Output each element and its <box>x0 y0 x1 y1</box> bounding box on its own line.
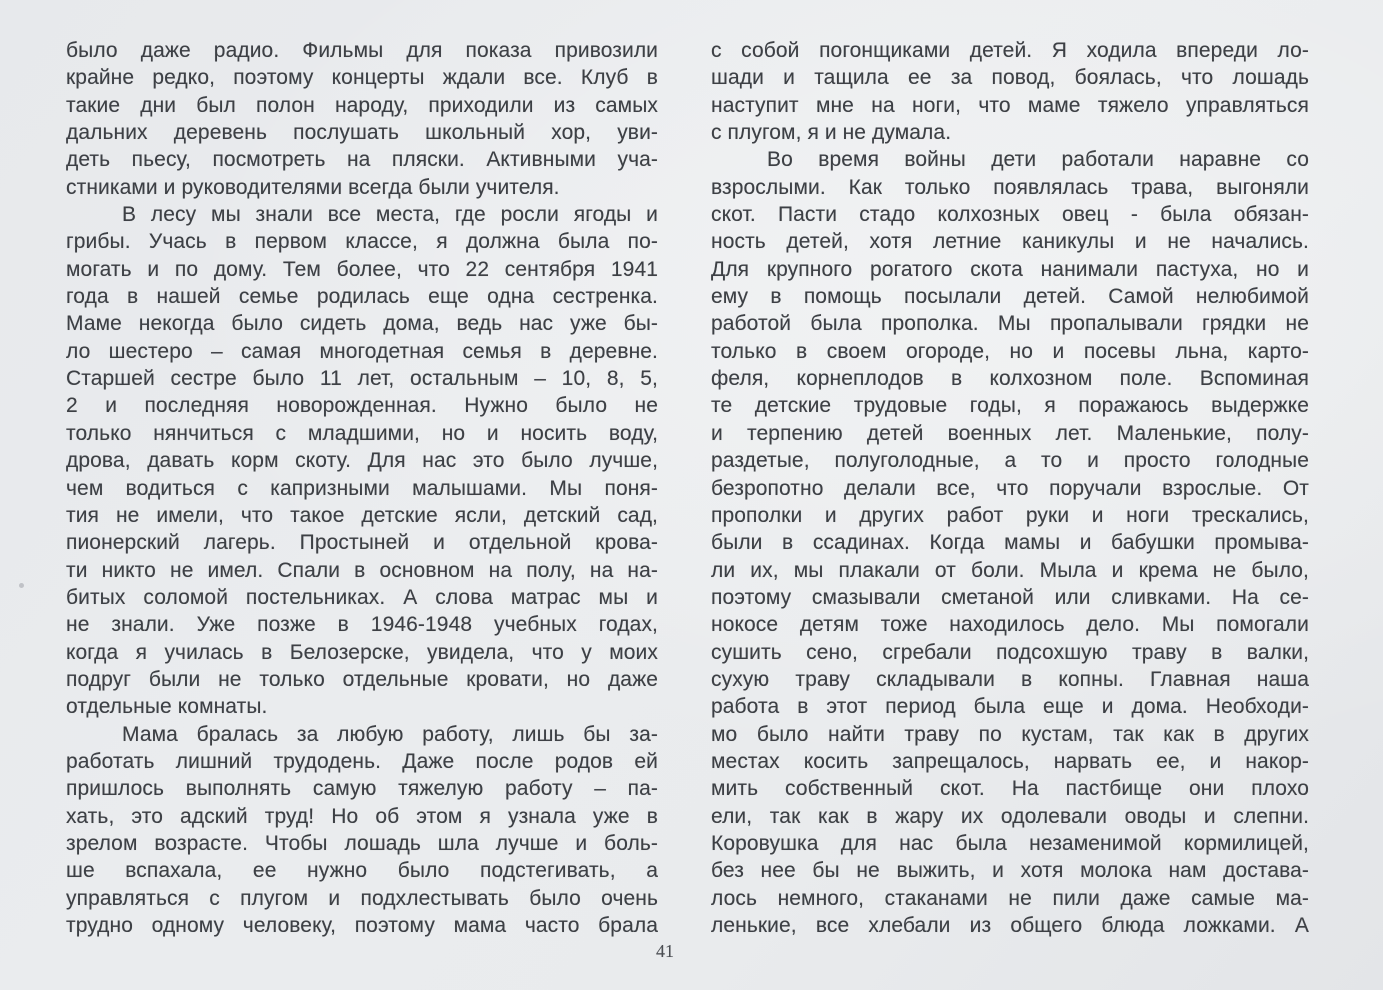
text-line: Коровушка для нас была незаменимой кормилицей, <box>711 831 1309 855</box>
text-line: стниками и руководителями всегда были учителя. <box>66 175 560 199</box>
text-line: ленькие, все хлебали из общего блюда ложками. А <box>711 914 1309 937</box>
text-line: с собой погонщиками детей. Я ходила впереди ло- <box>711 39 1309 62</box>
text-column-left <box>66 37 658 939</box>
text-line: было даже радио. Фильмы для показа привозили <box>66 39 658 62</box>
text-line: феля, корнеплодов в колхозном поле. Вспоминая <box>711 367 1309 391</box>
text-line: работой была прополка. Мы пропалывали грядки не <box>711 312 1309 336</box>
text-line: только нянчиться с младшими, но и носить воду, <box>66 421 658 445</box>
text-line: мо было найти траву по кустам, так как в других <box>711 722 1309 746</box>
text-line: года в нашей семье родилась еще одна сестренка. <box>66 285 658 309</box>
text-line: грибы. Учась в первом классе, я должна была по- <box>66 230 658 254</box>
text-line: Старшей сестре было 11 лет, остальным – 10, 8, 5, <box>66 367 658 391</box>
text-line: скот. Пасти стадо колхозных овец - была обязан- <box>711 203 1309 227</box>
text-line: прополки и других работ руки и ноги трескались, <box>711 503 1309 527</box>
text-line: сушить сено, сгребали подсохшую траву в валки, <box>711 640 1309 664</box>
text-line: деть пьесу, посмотреть на пляски. Активными уча- <box>66 148 658 172</box>
text-line: не знали. Уже позже в 1946-1948 учебных годах, <box>66 613 658 637</box>
text-line: нокосе детям тоже находилось дело. Мы помогали <box>711 613 1309 637</box>
text-line: хать, это адский труд! Но об этом я узнала уже в <box>66 804 658 828</box>
text-line: зрелом возрасте. Чтобы лошадь шла лучше и боль- <box>66 831 658 855</box>
text-line: ше вспахала, ее нужно было подстегивать, а <box>66 859 658 883</box>
text-line: Для крупного рогатого скота нанимали пастуха, но и <box>711 257 1309 281</box>
text-line: Маме некогда было сидеть дома, ведь нас уже бы- <box>66 312 658 336</box>
text-line: пришлось выполнять самую тяжелую работу – па- <box>66 777 658 801</box>
text-line: взрослыми. Как только появлялась трава, выгоняли <box>711 175 1309 199</box>
text-line: 2 и последняя новорожденная. Нужно было не <box>66 394 658 418</box>
text-line: подруг были не только отдельные кровати, но даже <box>66 667 658 691</box>
text-line: лось немного, стаканами не пили даже самые ма- <box>711 886 1309 910</box>
text-line: такие дни был полон народу, приходили из самых <box>66 93 658 117</box>
text-line: Мама бралась за любую работу, лишь бы за- <box>122 722 658 746</box>
text-line: тия не имели, что такое детские ясли, детский сад, <box>66 503 658 527</box>
text-line: с плугом, я и не думала. <box>711 121 952 145</box>
text-line: трудно одному человеку, поэтому мама часто брала <box>66 914 658 937</box>
text-line: ели, так как в жару их одолевали оводы и слепни. <box>711 804 1309 828</box>
text-line: отдельные комнаты. <box>66 695 268 719</box>
page-number: 41 <box>656 941 674 961</box>
text-line: те детские трудовые годы, я поражаюсь выдержке <box>711 394 1309 418</box>
text-line: местах косить запрещалось, нарвать ее, и накор- <box>711 749 1309 773</box>
text-line: работать лишний трудодень. Даже после родов ей <box>66 749 658 773</box>
text-line: только в своем огороде, но и посевы льна, карто- <box>711 339 1309 363</box>
text-line: ность детей, хотя летние каникулы и не начались. <box>711 230 1309 254</box>
text-column-right <box>711 37 1309 939</box>
text-line: могать и по дому. Тем более, что 22 сентября 1941 <box>66 257 658 281</box>
text-line: ему в помощь посылали детей. Самой нелюбимой <box>711 285 1309 309</box>
text-line: были в ссадинах. Когда мамы и бабушки промыва- <box>711 531 1309 555</box>
text-line: Во время войны дети работали наравне со <box>767 148 1309 172</box>
text-line: шади и тащила ее за повод, боялась, что лошадь <box>711 66 1309 90</box>
text-line: управляться с плугом и подхлестывать было очень <box>66 886 658 910</box>
text-line: сухую траву складывали в копны. Главная наша <box>711 667 1309 691</box>
scan-speck <box>19 583 24 588</box>
text-line: без нее бы не выжить, и хотя молока нам достава- <box>711 859 1309 883</box>
text-line: ли их, мы плакали от боли. Мыла и крема не было, <box>711 558 1309 582</box>
text-line: битых соломой постельниках. А слова матрас мы и <box>66 585 658 609</box>
text-line: безропотно делали все, что поручали взрослые. От <box>711 476 1309 500</box>
text-line: работа в этот период была еще и дома. Необходи- <box>711 695 1309 719</box>
text-line: когда я училась в Белозерске, увидела, что у моих <box>66 640 658 664</box>
text-line: В лесу мы знали все места, где росли ягоды и <box>122 203 658 227</box>
text-line: чем водиться с капризными малышами. Мы поня- <box>66 476 658 500</box>
text-line: дрова, давать корм скоту. Для нас это было лучше, <box>66 449 658 473</box>
text-line: и терпению детей военных лет. Маленькие, полу- <box>711 421 1309 445</box>
text-line: раздетые, полуголодные, а то и просто голодные <box>711 449 1309 473</box>
text-line: пионерский лагерь. Простыней и отдельной крова- <box>66 531 658 555</box>
text-line: ти никто не имел. Спали в основном на полу, на на- <box>66 558 658 582</box>
text-line: мить собственный скот. На пастбище они плохо <box>711 777 1309 801</box>
text-line: поэтому смазывали сметаной или сливками. На се- <box>711 585 1309 609</box>
text-line: наступит мне на ноги, что маме тяжело управляться <box>711 93 1309 117</box>
text-line: дальних деревень послушать школьный хор, уви- <box>66 121 658 145</box>
text-line: крайне редко, поэтому концерты ждали все. Клуб в <box>66 66 658 90</box>
text-line: ло шестеро – самая многодетная семья в деревне. <box>66 339 658 363</box>
